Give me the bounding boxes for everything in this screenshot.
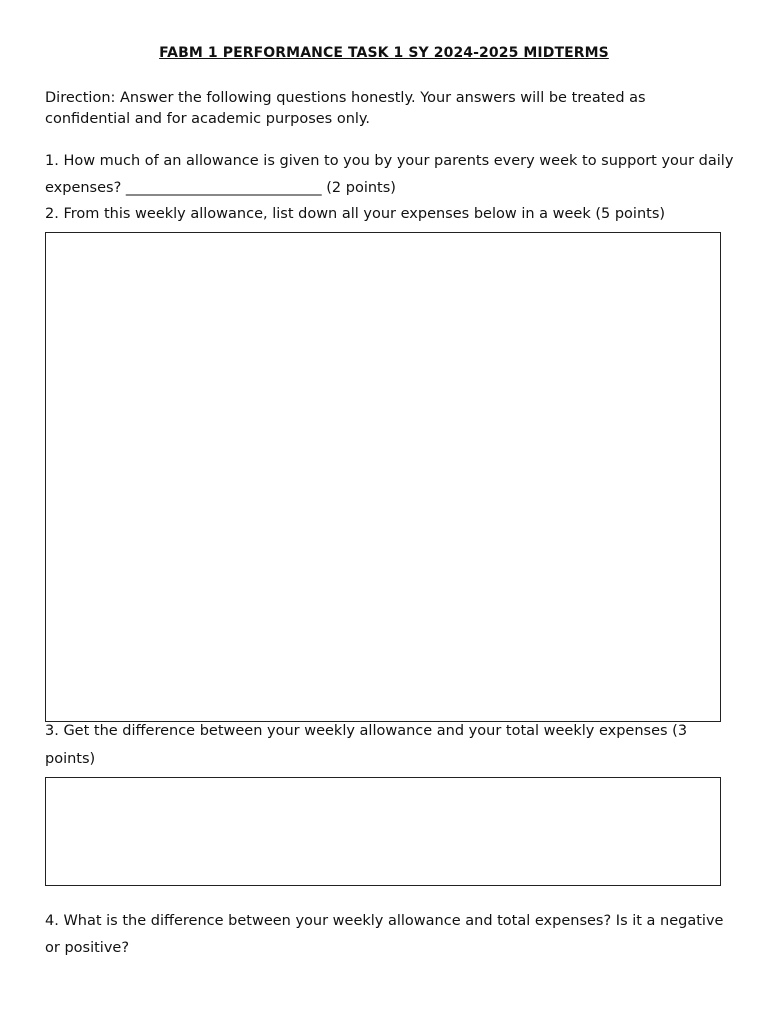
question-4: 4. What is the difference between your weekly allowance and total expenses? Is it a negative or positive? (45, 913, 724, 956)
document-title: FABM 1 PERFORMANCE TASK 1 SY 2024-2025 MIDTERMS (159, 45, 609, 61)
expenses-answer-box[interactable] (45, 232, 721, 722)
directions-text: Direction: Answer the following questions honestly. Your answers will be treated as confidential and for academic purposes only. (45, 90, 646, 127)
question-2: 2. From this weekly allowance, list down all your expenses below in a week (5 points) (45, 206, 666, 222)
difference-answer-box[interactable] (45, 777, 721, 886)
question-1: 1. How much of an allowance is given to you by your parents every week to support your daily expenses? ___________________________ (2 points) (45, 153, 734, 196)
question-3: 3. Get the difference between your weekly allowance and your total weekly expenses (3 points) (45, 723, 688, 767)
